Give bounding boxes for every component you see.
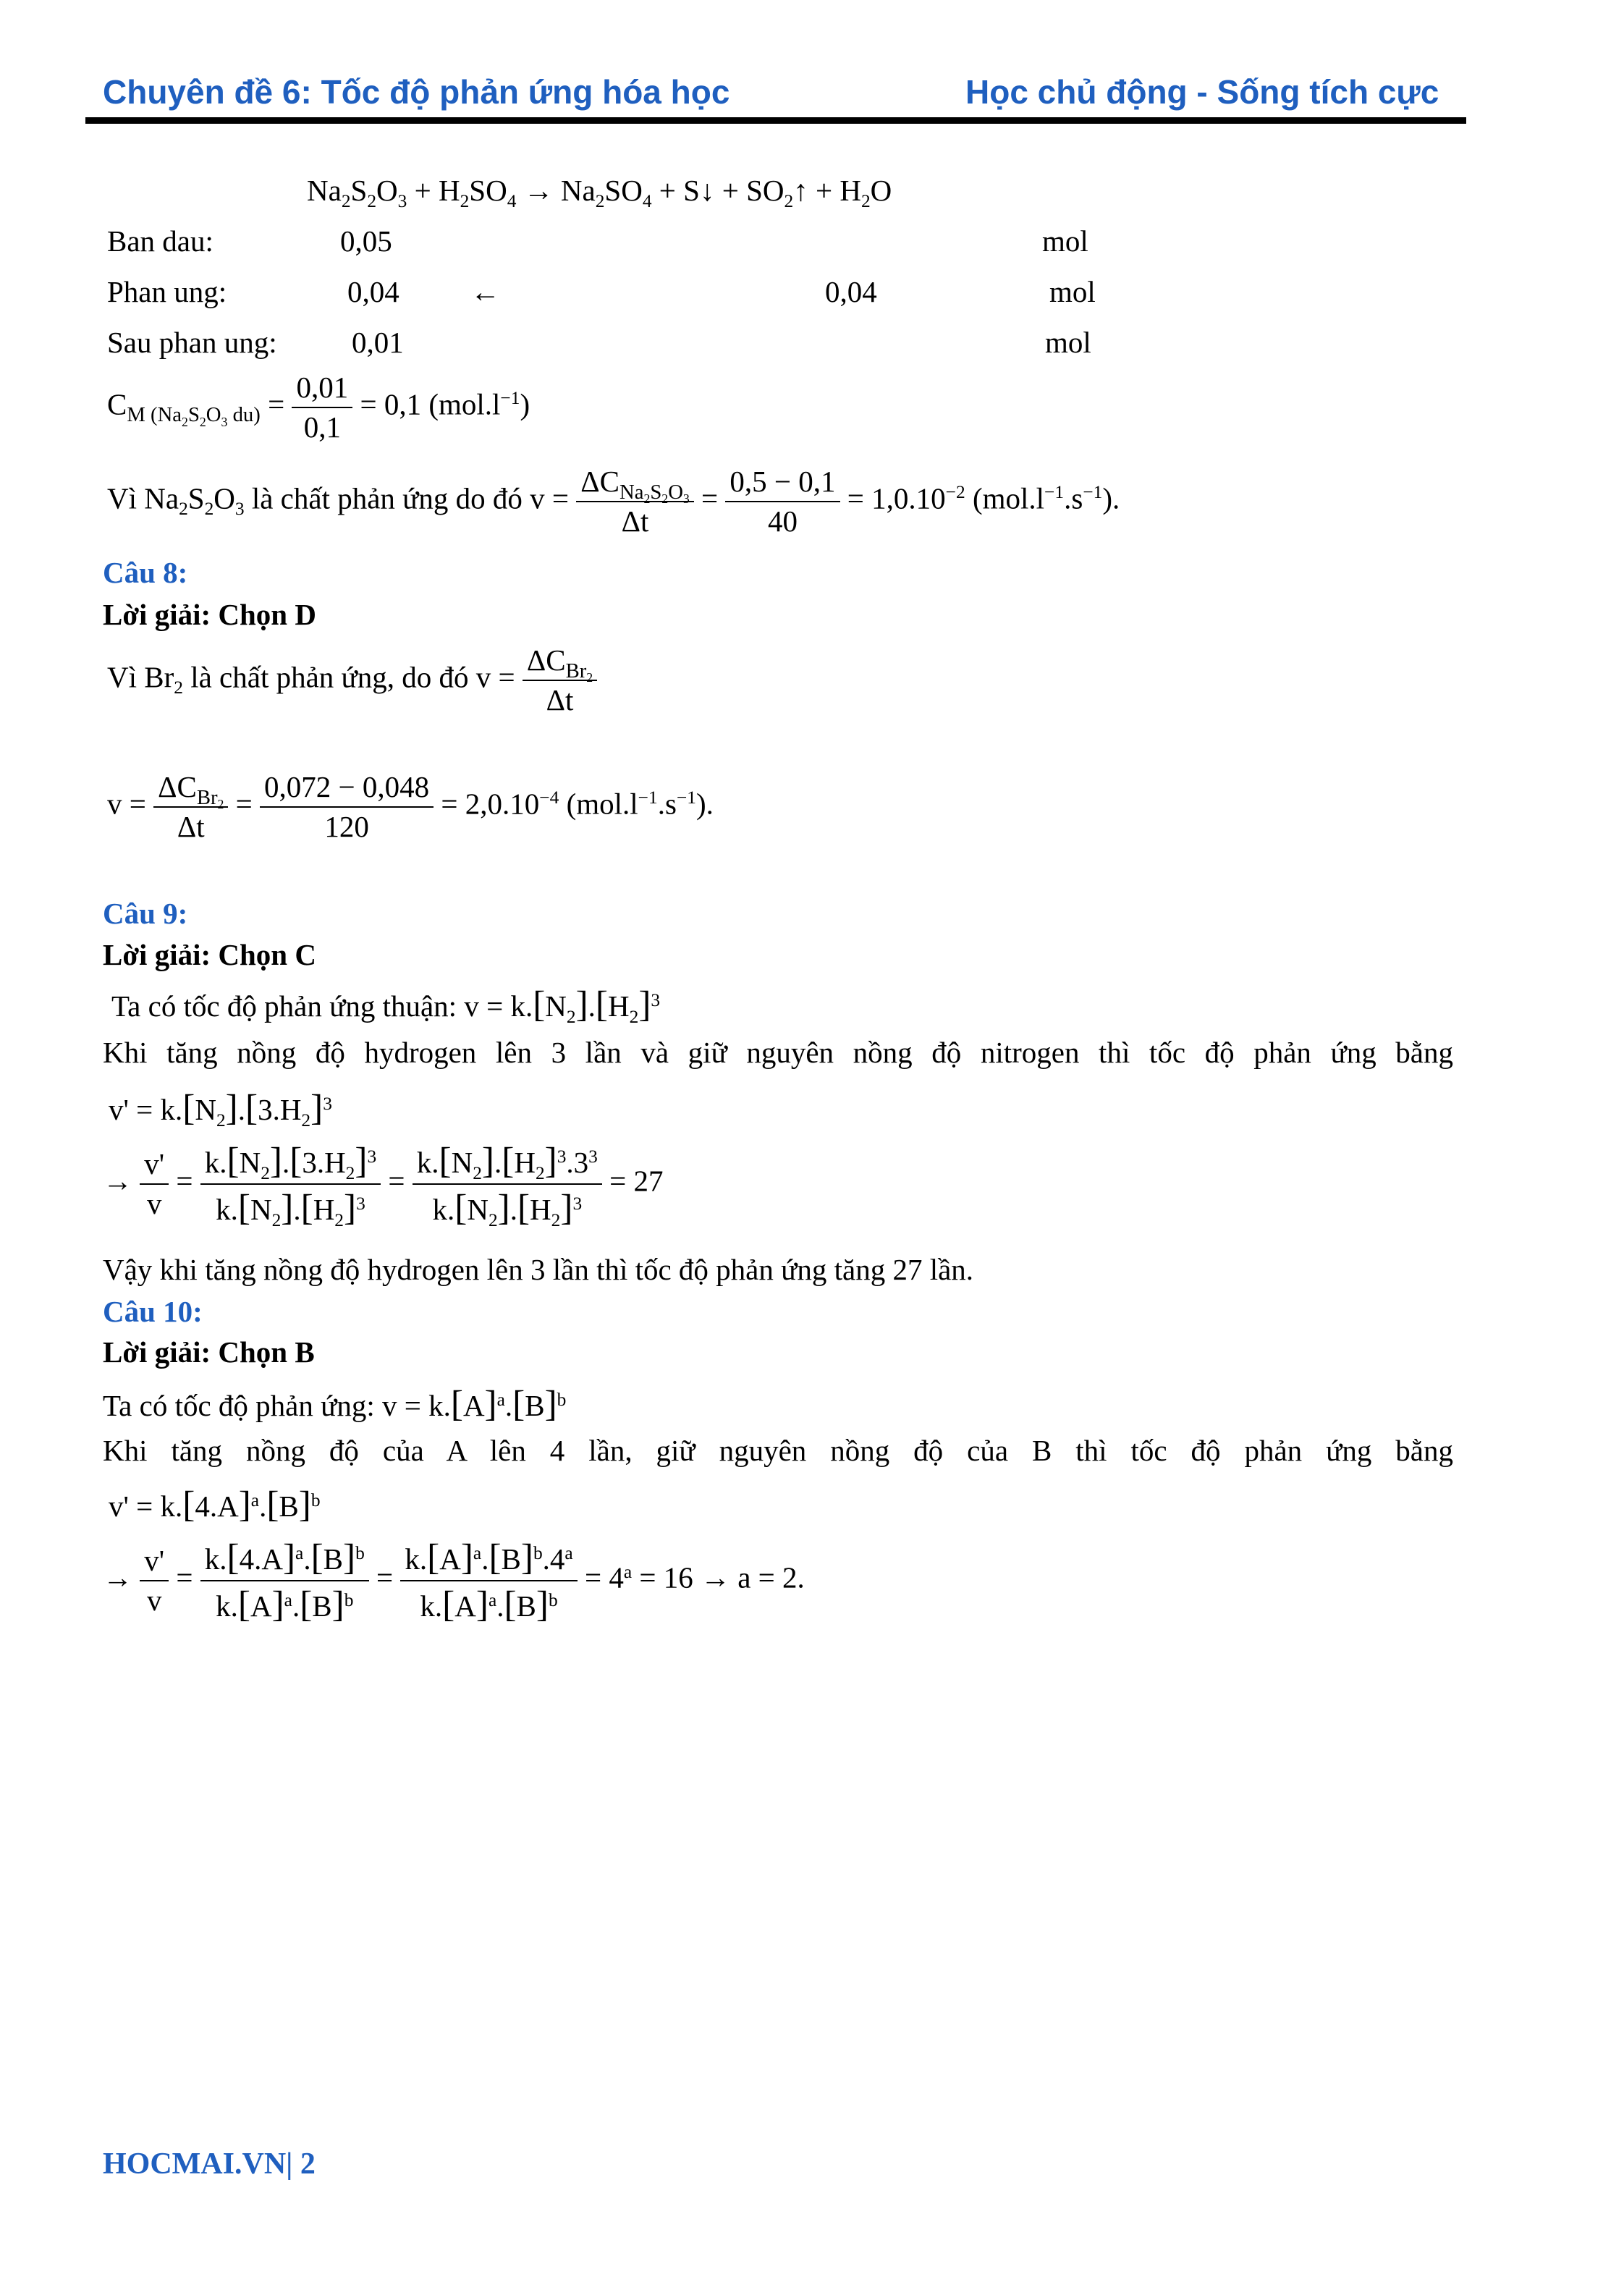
q10-ratio: → $\frac{v'}{v}$ = $\frac{k.[4.A]^a.[B]^b}{k.[A]^a.[B]^b}$ = $\frac{k.[A]^a.[B]^b.4^a}{k.[A]^a.[B]^b}$ = $4^a = 16 \to a = 2$. [103,1537,805,1626]
q10-rate: Ta có tốc độ phản ứng: $v = k.[A]^a.[B]^b$ [103,1383,567,1424]
q9-conclusion: Vậy khi tăng nồng độ hydrogen lên 3 lần thì tốc độ phản ứng tăng 27 lần. [103,1253,974,1286]
q9-ratio: → $\frac{v'}{v}$ = $\frac{k.[N_2].[3.H_2]^3}{k.[N_2].[H_2]^3}$ = $\frac{k.[N_2].[H_2]^3.3^3}{k.[N_2].[H_2]^3}$ = 27 [103,1140,664,1231]
br-rate-definition: Vì $Br_2$ là chất phản ứng, do đó v = $\frac{\Delta C_{Br_2}}{\Delta t}$ [107,646,597,715]
header-rule [85,117,1466,124]
na-rate-formula: Vì $Na_2S_2O_3$ là chất phản ứng do đó v = $\frac{\Delta C_{Na_2S_2O_3}}{\Delta t}$ = $\frac{0,5 - 0,1}{40}$ = $1,0.10^{-2}$ $(mol.l^{-1}.s^{-1})$. [107,465,1120,538]
row-value2-reacted: 0,04 [825,275,877,308]
left-arrow-icon: ← [470,275,500,308]
question-10-answer: Lời giải: Chọn B [103,1335,315,1369]
q10-rate-text: Ta có tốc độ phản ứng: [103,1389,375,1422]
header-slogan: Học chủ động - Sống tích cực [965,73,1439,111]
row-unit-initial: mol [1042,224,1088,258]
row-label-after: Sau phan ung: [107,326,277,359]
row-unit-reacted: mol [1049,275,1096,308]
question-9-answer: Lời giải: Chọn C [103,938,316,971]
question-9-title: Câu 9: [103,897,188,930]
reaction-equation: $Na_2S_2O_3 + H_2SO_4 \to Na_2SO_4$ + S↓ + $SO_2↑ + H_2O$ [307,174,892,211]
row-unit-after: mol [1045,326,1091,359]
q9-new-rate: $v' = k.[N_2].[3.H_2]^3$ [109,1087,332,1131]
br-rate-calculation: v = $\frac{\Delta C_{Br_2}}{\Delta t}$ = $\frac{0,072 - 0,048}{120}$ = $2,0.10^{-4}$ $(mol.l^{-1}.s^{-1})$. [107,770,714,843]
row-value-reacted: 0,04 [347,275,399,308]
row-label-initial: Ban dau: [107,224,213,258]
row-label-reacted: Phan ung: [107,275,227,308]
footer-page-label: HOCMAI.VN| 2 [103,2147,316,2181]
vi-word-2: Vì [107,660,137,694]
header-title: Chuyên đề 6: Tốc độ phản ứng hóa học [103,73,730,111]
br-reactant-text: là chất phản ứng, do đó [190,660,469,694]
question-8-answer: Lời giải: Chọn D [103,598,316,631]
row-value-initial: 0,05 [340,224,392,258]
q9-increase-text: Khi tăng nồng độ hydrogen lên 3 lần và giữ nguyên nồng độ nitrogen thì tốc độ phản ứng bằng [103,1036,1453,1069]
q10-new-rate: $v' = k.[4.A]^a.[B]^b$ [109,1484,321,1525]
q9-forward-rate: Ta có tốc độ phản ứng thuận: $v = k.[N_2].[H_2]^3$ [111,984,661,1027]
question-10-title: Câu 10: [103,1295,203,1328]
q10-increase-text: Khi tăng nồng độ của A lên 4 lần, giữ nguyên nồng độ của B thì tốc độ phản ứng bằng [103,1434,1453,1467]
na-reactant-text: là chất phản ứng do đó [251,481,523,515]
vi-word-1: Vì [107,481,137,515]
row-value-after: 0,01 [352,326,404,359]
excess-concentration-formula: $C_{M (Na_2S_2O_3 du)}$ = $\frac{0,01}{0,1}$ = 0,1 $(mol.l^{-1})$ [107,371,530,444]
question-8-title: Câu 8: [103,556,188,589]
q9-rate-text: Ta có tốc độ phản ứng thuận: [111,989,457,1023]
